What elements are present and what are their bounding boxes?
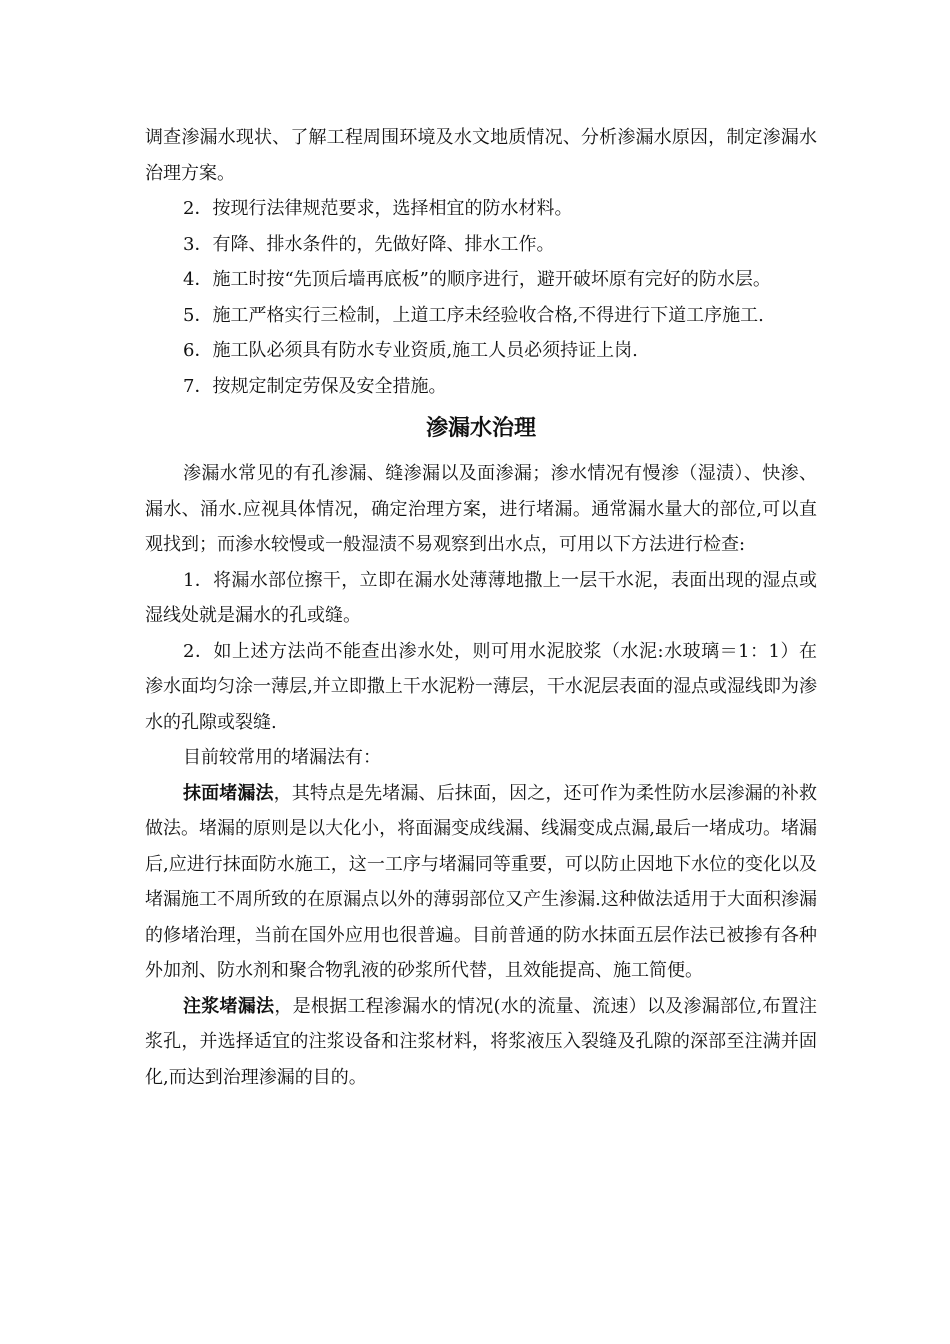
method-2-text: ，是根据工程渗漏水的情况(水的流量、流速）以及渗漏部位,布置注浆孔，并选择适宜的注浆设备和注浆材料，将浆液压入裂缝及孔隙的深部至注满并固化,而达到治理渗漏的目的。	[145, 995, 817, 1088]
continued-paragraph: 调查渗漏水现状、了解工程周围环境及水文地质情况、分析渗漏水原因，制定渗漏水治理方案。	[145, 127, 817, 184]
methods-intro: 目前较常用的堵漏法有：	[183, 747, 381, 768]
list-item-4: 4．施工时按“先顶后墙再底板”的顺序进行，避开破坏原有完好的防水层。	[183, 269, 771, 290]
method-2-paragraph	[145, 989, 817, 1096]
method-1-text: ，其特点是先堵漏、后抹面，因之，还可作为柔性防水层渗漏的补救做法。堵漏的原则是以大化小，将面漏变成线漏、线漏变成点漏,最后一堵成功。堵漏后,应进行抹面防水施工，这一工序与堵漏同等重要，可以防止因地下水位的变化以及堵漏施工不周所致的在原漏点以外的薄弱部位又产生渗漏.这种做法适用于大面积渗漏的修堵治理，当前在国外应用也很普遍。目前普通的防水抹面五层作法已被掺有各种外加剂、防水剂和聚合物乳液的砂浆所代替，且效能提高、施工简便。	[145, 782, 818, 981]
section-heading: 渗漏水治理	[425, 416, 536, 441]
document-page	[145, 120, 817, 1095]
list-item-2: 2．按现行法律规范要求，选择相宜的防水材料。	[183, 198, 573, 219]
check-method-1: 1．将漏水部位擦干，立即在漏水处薄薄地撒上一层干水泥，表面出现的湿点或湿线处就是漏水的孔或缝。	[145, 569, 817, 626]
method-1-paragraph	[145, 776, 817, 989]
list-item-3: 3．有降、排水条件的，先做好降、排水工作。	[183, 233, 555, 255]
list-item-5: 5．施工严格实行三检制，上道工序未经验收合格,不得进行下道工序施工.	[183, 304, 764, 326]
section-intro-paragraph: 渗漏水常见的有孔渗漏、缝渗漏以及面渗漏；渗水情况有慢渗（湿渍）、快渗、漏水、涌水.应视具体情况，确定治理方案，进行堵漏。通常漏水量大的部位,可以直观找到；而渗水较慢或一般湿渍不易观察到出水点，可用以下方法进行检查:	[145, 463, 817, 555]
method-1-title: 抹面堵漏法	[183, 782, 274, 804]
method-2-title: 注浆堵漏法	[183, 995, 275, 1017]
check-method-2: 2．如上述方法尚不能查出渗水处，则可用水泥胶浆（水泥:水玻璃＝1：1）在渗水面均匀涂一薄层,并立即撒上干水泥粉一薄层，干水泥层表面的湿点或湿线即为渗水的孔隙或裂缝.	[145, 640, 817, 733]
list-item-7: 7．按规定制定劳保及安全措施。	[183, 375, 447, 397]
list-item-6: 6．施工队必须具有防水专业资质,施工人员必须持证上岗.	[183, 340, 638, 361]
